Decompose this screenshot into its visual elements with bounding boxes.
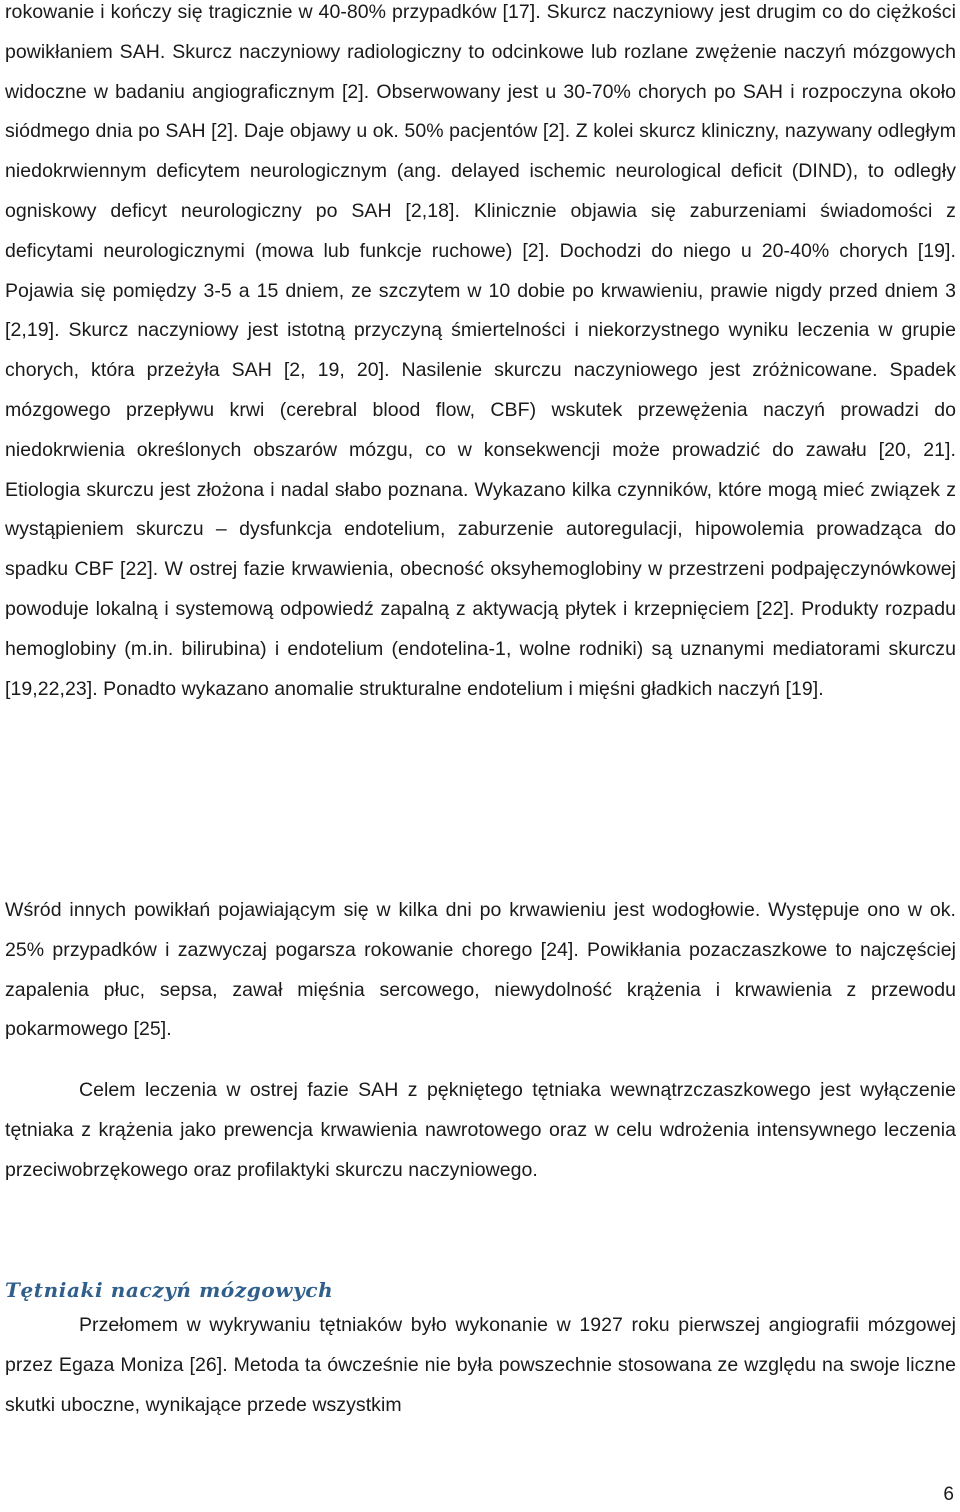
paragraph-complications: Wśród innych powikłań pojawiającym się w kilka dni po krwawieniu jest wodogłowie. Występuje ono w ok. 25% przypadków i zazwyczaj pogarsza rokowanie chorego [24]. Powikłania pozaczaszkowe to najczęściej zapalenia płuc, sepsa, zawał mięśnia sercowego, niewydolność krążenia i krwawienia z przewodu pokarmowego [25]. <box>5 899 956 1041</box>
paragraph-treatment-goal: Celem leczenia w ostrej fazie SAH z pękniętego tętniaka wewnątrzczaszkowego jest wyłączenie tętniaka z krążenia jako prewencja krwawienia nawrotowego oraz w celu wdrożenia intensywnego leczenia przeciwobrzękowego oraz profilaktyki skurczu naczyniowego. <box>5 1079 956 1181</box>
paragraph-vasospasm: rokowanie i kończy się tragicznie w 40-80% przypadków [17]. Skurcz naczyniowy jest drugim co do ciężkości powikłaniem SAH. Skurcz naczyniowy radiologiczny to odcinkowe lub rozlane zwężenie naczyń mózgowych widoczne w badaniu angiograficznym [2]. Obserwowany jest u 30-70% chorych po SAH i rozpoczyna około siódmego dnia po SAH [2]. Daje objawy u ok. 50% pacjentów [2]. Z kolei skurcz kliniczny, nazywany odległym niedokrwiennym deficytem neurologicznym (ang. delayed ischemic neurological deficit (DIND), to odległy ogniskowy deficyt neurologiczny po SAH [2,18]. Klinicznie objawia się zaburzeniami świadomości z deficytami neurologicznymi (mowa lub funkcje ruchowe) [2]. Dochodzi do niego u 20-40% chorych [19]. Pojawia się pomiędzy 3-5 a 15 dniem, ze szczytem w 10 dobie po krwawieniu, prawie nigdy przed dniem 3 [2,19]. Skurcz naczyniowy jest istotną przyczyną śmiertelności i niekorzystnego wyniku leczenia w grupie chorych, która przeżyła SAH [2, 19, 20]. Nasilenie skurczu naczyniowego jest zróżnicowane. Spadek mózgowego przepływu krwi (cerebral blood flow, CBF) wskutek przewężenia naczyń prowadzi do niedokrwienia określonych obszarów mózgu, co w konsekwencji może prowadzić do zawału [20, 21]. Etiologia skurczu jest złożona i nadal słabo poznana. Wykazano kilka czynników, które mogą mieć związek z wystąpieniem skurczu – dysfunkcja endotelium, zaburzenie autoregulacji, hipowolemia prowadząca do spadku CBF [22]. W ostrej fazie krwawienia, obecność oksyhemoglobiny w przestrzeni podpajęczynówkowej powoduje lokalną i systemową odpowiedź zapalną z aktywacją płytek i krzepnięciem [22]. Produkty rozpadu hemoglobiny (m.in. bilirubina) i endotelium (endotelina-1, wolne rodniki) są uznanymi mediatorami skurczu [19,22,23]. Ponadto wykazano anomalie strukturalne endotelium i mięśni gładkich naczyń [19]. <box>5 1 956 700</box>
paragraph-aneurysm-detection: Przełomem w wykrywaniu tętniaków było wykonanie w 1927 roku pierwszej angiografii mózgowej przez Egaza Moniza [26]. Metoda ta ówcześnie nie była powszechnie stosowana ze względu na swoje liczne skutki uboczne, wynikające przede wszystkim <box>5 1314 956 1416</box>
section-heading: Tętniaki naczyń mózgowych <box>5 1277 334 1302</box>
page-number: 6 <box>943 1484 954 1505</box>
